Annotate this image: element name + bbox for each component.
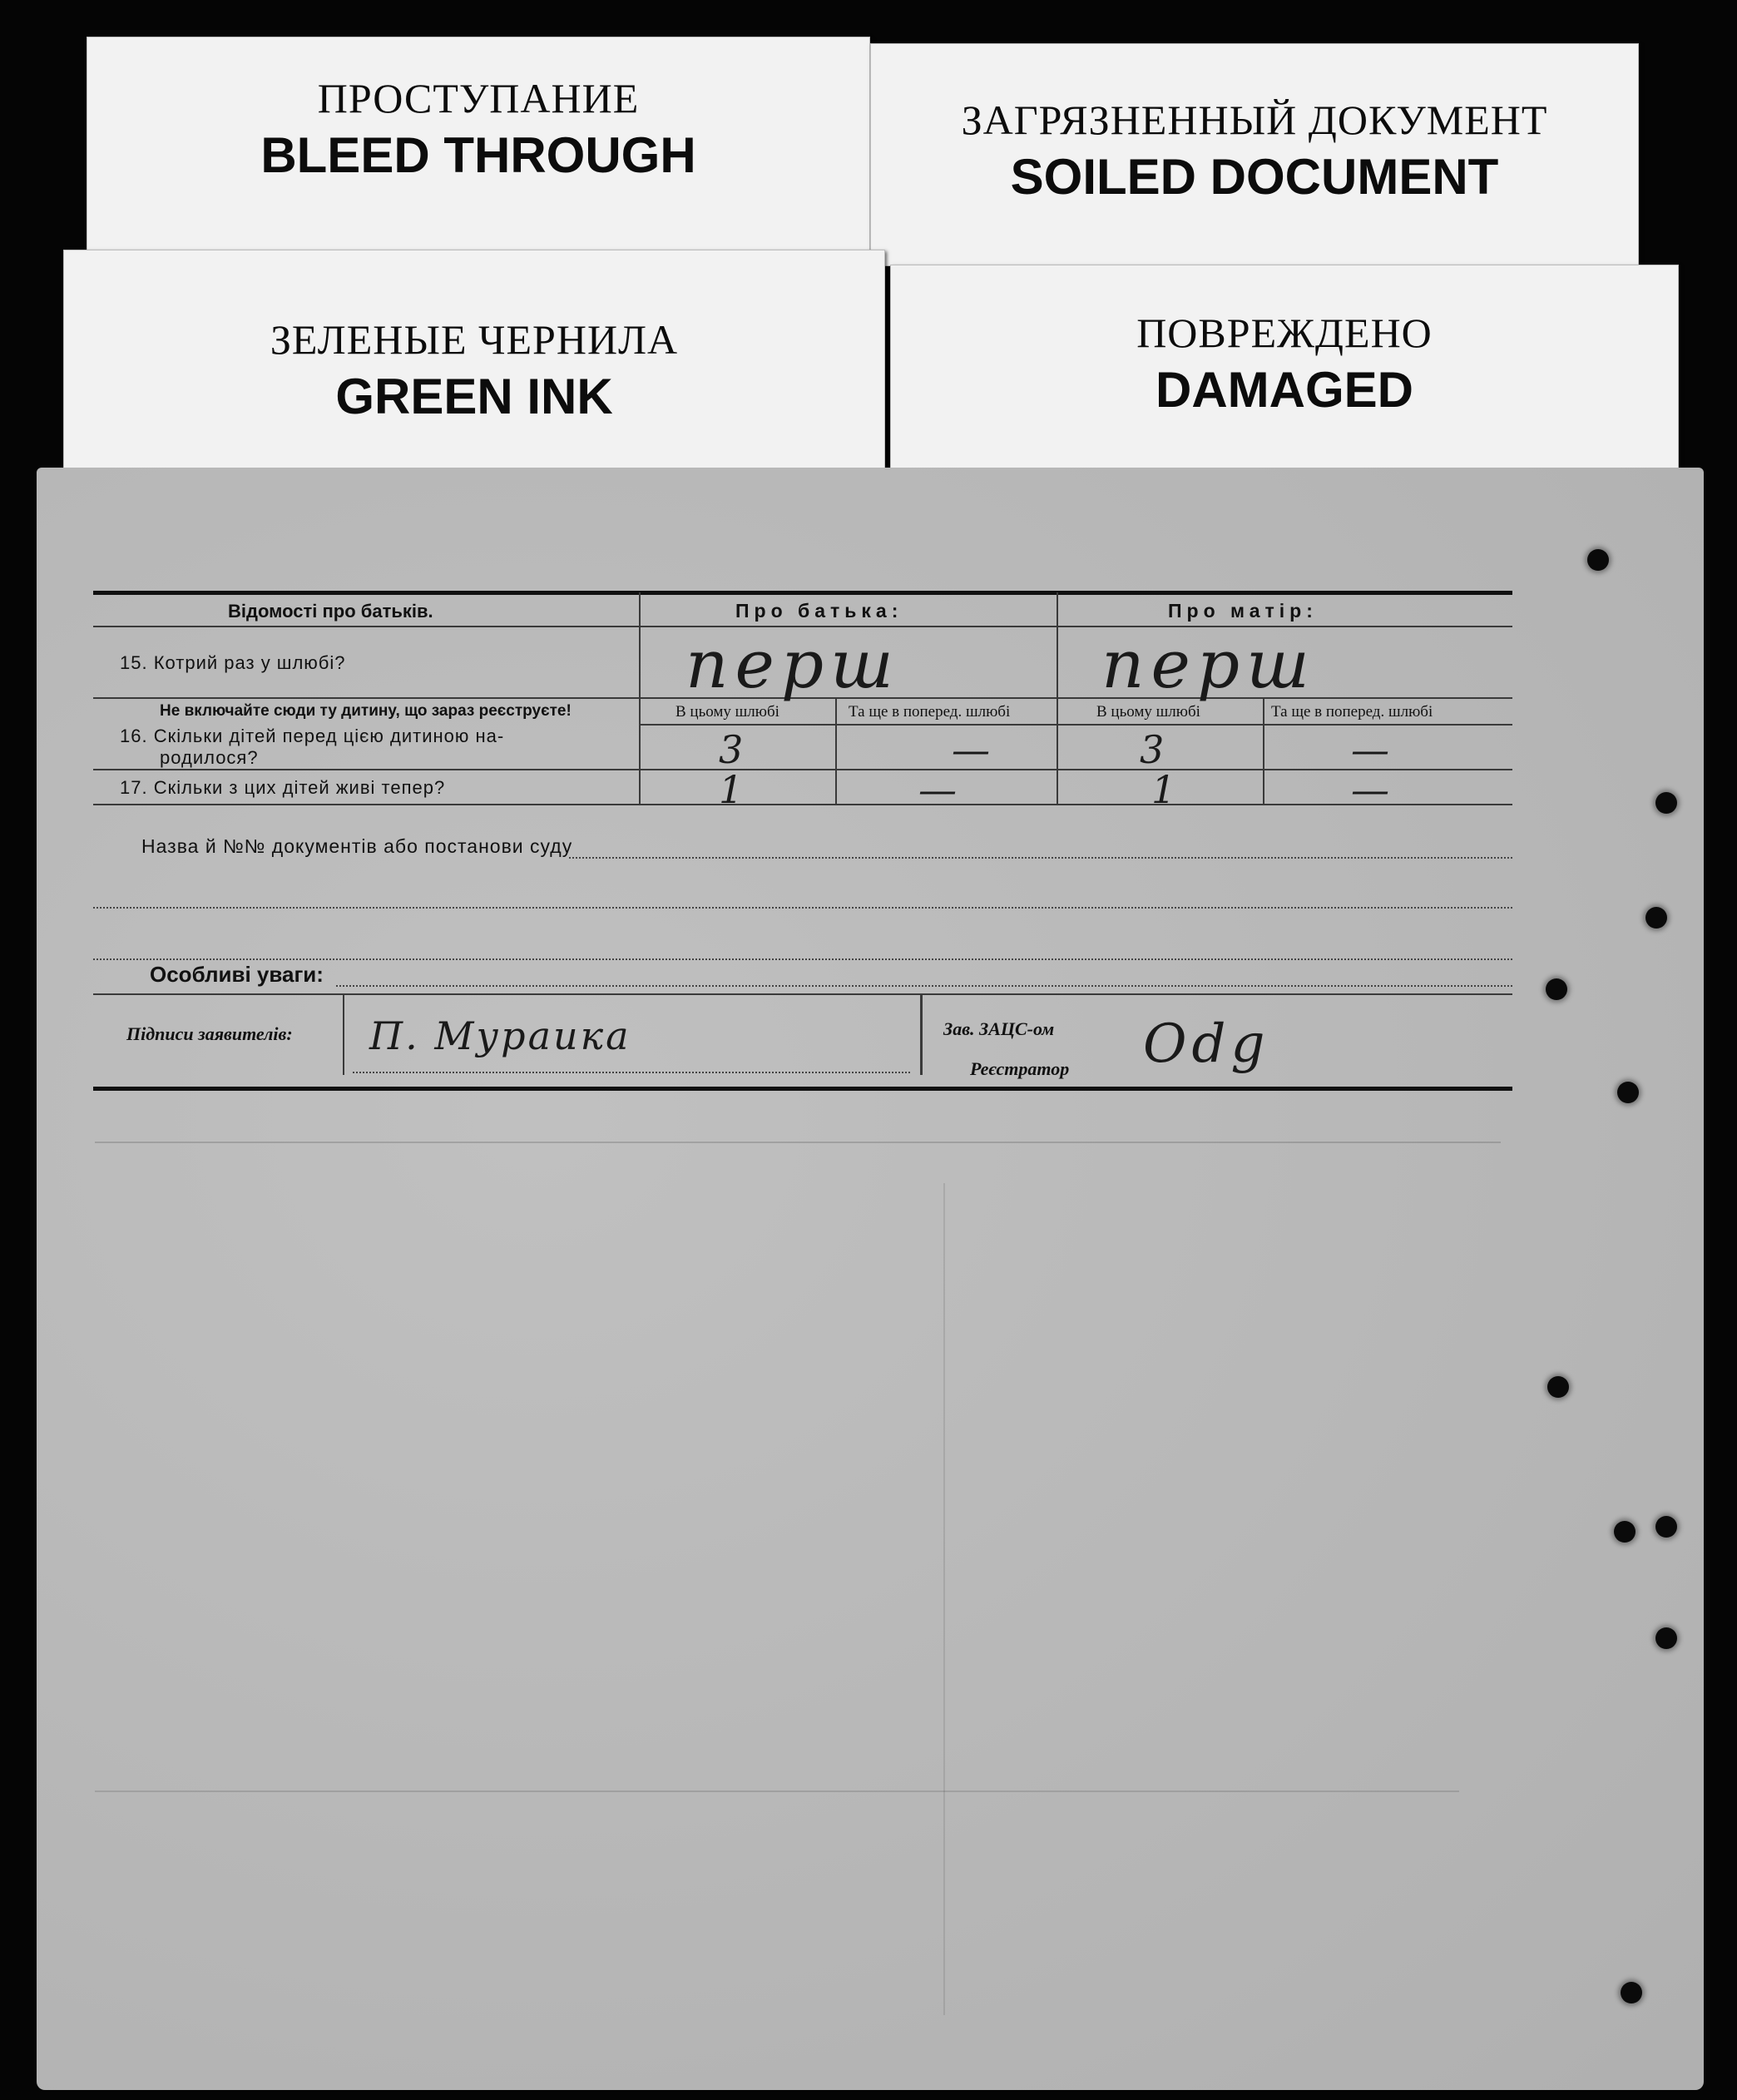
green-ink-label-ru: ЗЕЛЕНЫЕ ЧЕРНИЛА (270, 316, 679, 363)
soiled-document-label-card (870, 43, 1639, 266)
remarks-dotted-line (336, 985, 1512, 987)
documents-dotted-line (569, 857, 1512, 859)
punch-hole (1655, 792, 1677, 814)
document-page (37, 468, 1704, 2090)
bleed-through-rule (95, 1790, 1459, 1792)
q17-father-prev: — (918, 767, 957, 812)
damaged-label-card (890, 265, 1679, 476)
documents-label: Назва й №№ документів або постанови суду (141, 835, 573, 857)
documents-dotted-line-2 (93, 907, 1512, 909)
father-col-this-marriage: В цьому шлюбі (676, 703, 779, 721)
question-16-line2: родилося? (160, 747, 259, 768)
damaged-label-ru: ПОВРЕЖДЕНО (1136, 310, 1433, 356)
row-rule (639, 724, 1512, 726)
header-father: Про батька: (735, 600, 903, 622)
note-exclude-child: Не включайте сюди ту дитину, що зараз реєструєте! (160, 702, 572, 720)
q17-mother-this: 1 (1151, 767, 1176, 812)
zags-head-label: Зав. ЗАЦС-ом (943, 1018, 1055, 1039)
q16-father-prev: — (952, 727, 990, 772)
punch-hole (1645, 907, 1667, 929)
green-ink-label-card (63, 250, 885, 476)
green-ink-label-en: GREEN INK (335, 369, 613, 424)
registrar-label: Реєстратор (970, 1058, 1070, 1079)
question-17: 17. Скільки з цих дітей живі тепер? (120, 777, 446, 798)
col-divider (835, 699, 837, 804)
applicant-signature: П. Мураика (369, 1013, 631, 1058)
punch-hole (1547, 1376, 1569, 1398)
signatures-label: Підписи заявителів: (126, 1023, 293, 1044)
col-divider (1263, 699, 1264, 804)
mother-col-this-marriage: В цьому шлюбі (1096, 703, 1200, 721)
punch-hole (1655, 1516, 1677, 1538)
q17-mother-prev: — (1351, 767, 1389, 812)
signatures-divider (343, 995, 344, 1075)
soiled-document-label-en: SOILED DOCUMENT (1010, 149, 1499, 205)
bleed-through-divider (943, 1183, 945, 2015)
q16-mother-prev: — (1351, 727, 1389, 772)
punch-hole (1617, 1082, 1639, 1103)
registrar-signature: Оdg (1143, 1013, 1270, 1075)
bleed-through-area (70, 792, 1467, 958)
row-rule (93, 769, 1512, 770)
q16-father-this: 3 (719, 727, 744, 772)
punch-hole (1621, 1982, 1642, 2003)
question-16-line1: 16. Скільки дітей перед цією дитиною на- (120, 726, 505, 746)
remarks-label: Особливі уваги: (150, 962, 324, 987)
remarks-rule (93, 993, 1512, 995)
punch-hole (1546, 978, 1567, 1000)
father-col-prev-marriage: Та ще в поперед. шлюбі (849, 703, 1011, 721)
mother-col-prev-marriage: Та ще в поперед. шлюбі (1271, 703, 1433, 721)
header-parents-info: Відомості про батьків. (228, 601, 433, 622)
form-bottom-rule (93, 1087, 1512, 1091)
documents-dotted-line-3 (93, 958, 1512, 960)
punch-hole (1614, 1521, 1636, 1543)
punch-hole (1587, 549, 1609, 571)
q17-father-this: 1 (719, 767, 744, 812)
applicant-signature-line (353, 1072, 910, 1073)
q15-father-answer: перш (685, 626, 900, 703)
bleed-through-label-en: BLEED THROUGH (260, 127, 696, 183)
bleed-through-label-ru: ПРОСТУПАНИЕ (317, 75, 640, 121)
q16-mother-this: 3 (1140, 727, 1165, 772)
signatures-divider (920, 995, 923, 1075)
damaged-label-en: DAMAGED (1156, 362, 1413, 418)
bleed-through-rule (95, 1142, 1501, 1143)
question-15: 15. Котрий раз у шлюбі? (120, 652, 346, 673)
header-mother: Про матір: (1168, 600, 1318, 622)
row-rule (93, 804, 1512, 805)
q15-mother-answer: перш (1101, 626, 1316, 703)
punch-hole (1655, 1627, 1677, 1649)
soiled-document-label-ru: ЗАГРЯЗНЕННЫЙ ДОКУМЕНТ (961, 97, 1548, 143)
bleed-through-label-card (87, 37, 870, 253)
form-top-rule (93, 591, 1512, 595)
